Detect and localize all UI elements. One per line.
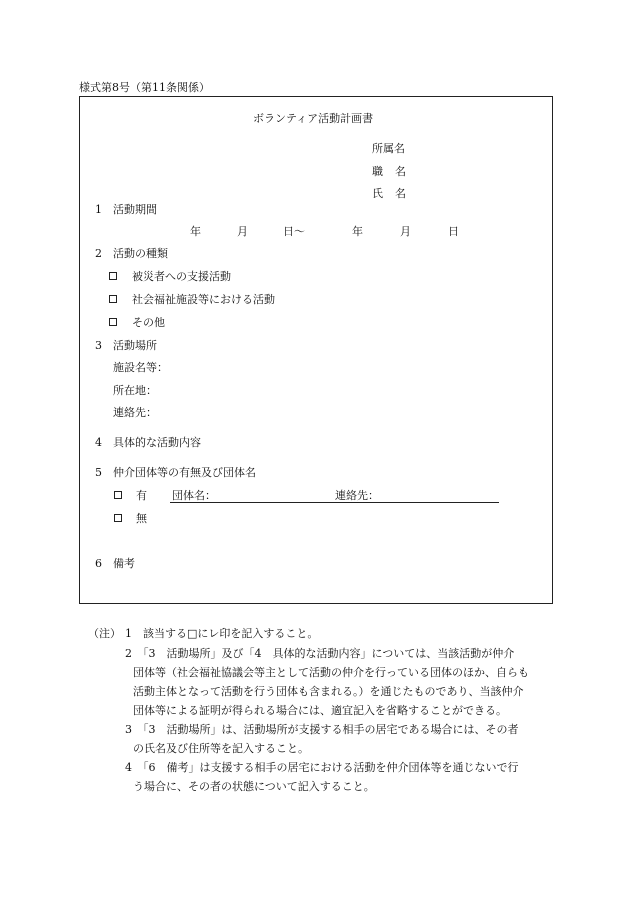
org-name-label: 団体名： — [172, 489, 216, 502]
name-label-char2: 名 — [395, 187, 406, 200]
intermediary-no-label: 無 — [136, 512, 147, 525]
period-day-start: 日～ — [283, 225, 305, 238]
note-2-line-3: 活動主体となって活動を行う団体も含まれる。）を通じたものであり、当該仲介 — [133, 685, 524, 698]
section-content-heading: 4 具体的な活動内容 — [95, 436, 201, 449]
note-3-line-2: の氏名及び住所等を記入すること。 — [133, 742, 309, 755]
name-label-char1: 氏 — [372, 187, 383, 200]
section-period-heading: 1 活動期間 — [95, 203, 157, 216]
note-2-line-4: 団体等による証明が得られる場合には、適宜記入を省略することができる。 — [133, 704, 507, 717]
period-month-start: 月 — [237, 225, 248, 238]
period-year-end: 年 — [352, 225, 363, 238]
affiliation-label: 所属名 — [372, 142, 405, 155]
notes-label: （注） — [88, 627, 121, 640]
form-title: ボランティア活動計画書 — [253, 112, 374, 125]
note-2-line-1: 2 「3 活動場所」及び「4 具体的な活動内容」については、当該活動が仲介 — [125, 647, 515, 660]
period-month-end: 月 — [400, 225, 411, 238]
section-remarks-heading: 6 備考 — [95, 557, 135, 570]
note-4-line-2: う場合に、その者の状態について記入すること。 — [133, 780, 375, 793]
type-disaster-checkbox[interactable] — [109, 272, 117, 280]
type-other-label: その他 — [132, 316, 165, 329]
intermediary-yes-checkbox[interactable] — [114, 491, 122, 499]
position-label-char1: 職 — [372, 165, 383, 178]
section-location-heading: 3 活動場所 — [95, 339, 157, 352]
type-welfare-label: 社会福祉施設等における活動 — [132, 293, 275, 306]
form-number-label: 様式第8号（第11条関係） — [79, 81, 210, 94]
period-year-start: 年 — [190, 225, 201, 238]
section-intermediary-heading: 5 仲介団体等の有無及び団体名 — [95, 466, 256, 479]
type-welfare-checkbox[interactable] — [109, 295, 117, 303]
org-underline — [170, 502, 499, 503]
type-other-checkbox[interactable] — [109, 318, 117, 326]
contact-label: 連絡先： — [113, 406, 157, 419]
facility-name-label: 施設名等： — [113, 361, 168, 374]
note-3-line-1: 3 「3 活動場所」は、活動場所が支援する相手の居宅である場合には、その者 — [125, 723, 519, 736]
intermediary-no-checkbox[interactable] — [114, 514, 122, 522]
note-2-line-2: 団体等（社会福祉協議会等主として活動の仲介を行っている団体のほか、自らも — [133, 666, 529, 679]
type-disaster-label: 被災者への支援活動 — [132, 270, 231, 283]
position-label-char2: 名 — [395, 165, 406, 178]
org-contact-label: 連絡先： — [335, 489, 379, 502]
address-label: 所在地： — [113, 384, 157, 397]
note-4-line-1: 4 「6 備考」は支援する相手の居宅における活動を仲介団体等を通じないで行 — [125, 761, 519, 774]
period-day-end: 日 — [448, 225, 459, 238]
intermediary-yes-label: 有 — [136, 489, 147, 502]
section-types-heading: 2 活動の種類 — [95, 247, 168, 260]
note-1: 1 該当する□にレ印を記入すること。 — [125, 627, 319, 640]
